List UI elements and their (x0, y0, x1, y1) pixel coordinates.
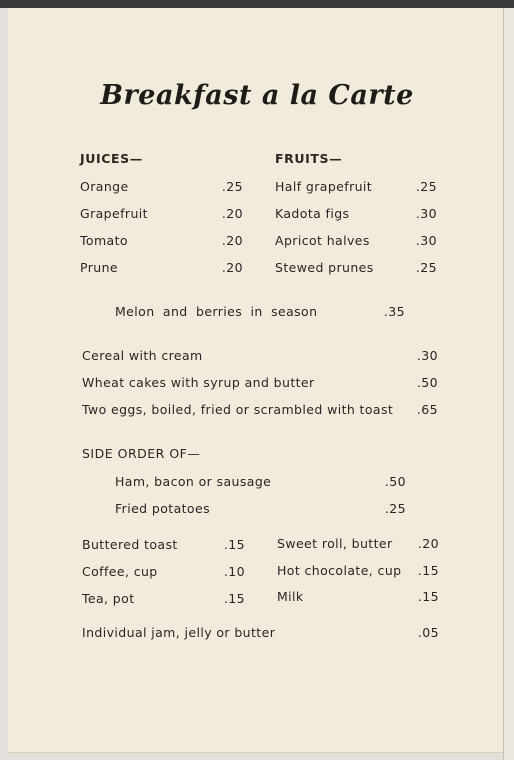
fruit-item-price: .25 (415, 260, 437, 275)
fruits-header: FRUITS— (275, 151, 343, 166)
extra-item-price: .10 (223, 564, 245, 579)
extra-item-name: Coffee, cup (82, 564, 158, 579)
extra-item-name: Hot chocolate, cup (277, 563, 402, 578)
extra-item-price: .15 (223, 591, 245, 606)
fruit-item-name: Stewed prunes (275, 260, 374, 275)
fruit-item-price: .25 (415, 179, 437, 194)
main-item-price: .65 (416, 402, 438, 417)
fruit-item-name: Kadota figs (275, 206, 350, 221)
page-fold-edge (503, 8, 514, 760)
side-item-price: .25 (384, 501, 406, 516)
scan-top-edge (0, 0, 514, 8)
extra-item-name: Buttered toast (82, 537, 178, 552)
fruit-item-price: .30 (415, 206, 437, 221)
side-item-name: Fried potatoes (115, 501, 210, 516)
juice-item-name: Prune (80, 260, 118, 275)
juice-item-price: .20 (221, 233, 243, 248)
jam-item-name: Individual jam, jelly or butter (82, 625, 276, 640)
jam-item-price: .05 (417, 625, 439, 640)
juice-item-price: .20 (221, 260, 243, 275)
juice-item-name: Tomato (80, 233, 128, 248)
juice-item-name: Orange (80, 179, 129, 194)
side-item-price: .50 (384, 474, 406, 489)
extra-item-price: .15 (417, 563, 439, 578)
main-item-name: Cereal with cream (82, 348, 203, 363)
extra-item-name: Tea, pot (82, 591, 135, 606)
extra-item-price: .15 (223, 537, 245, 552)
melon-item-price: .35 (383, 304, 405, 319)
juice-item-price: .20 (221, 206, 243, 221)
melon-item-name: Melon and berries in season (115, 304, 318, 319)
extra-item-name: Sweet roll, butter (277, 536, 393, 551)
extra-item-name: Milk (277, 589, 304, 604)
menu-title: Breakfast a la Carte (100, 80, 414, 111)
main-item-name: Two eggs, boiled, fried or scrambled with toast (82, 402, 394, 417)
juice-item-name: Grapefruit (80, 206, 148, 221)
fruit-item-name: Half grapefruit (275, 179, 373, 194)
main-item-name: Wheat cakes with syrup and butter (82, 375, 315, 390)
fruit-item-price: .30 (415, 233, 437, 248)
main-item-price: .30 (416, 348, 438, 363)
juice-item-price: .25 (221, 179, 243, 194)
fruit-item-name: Apricot halves (275, 233, 370, 248)
juices-header: JUICES— (80, 151, 143, 166)
side-order-header: SIDE ORDER OF— (82, 446, 201, 461)
extra-item-price: .20 (417, 536, 439, 551)
extra-item-price: .15 (417, 589, 439, 604)
main-item-price: .50 (416, 375, 438, 390)
side-item-name: Ham, bacon or sausage (115, 474, 272, 489)
